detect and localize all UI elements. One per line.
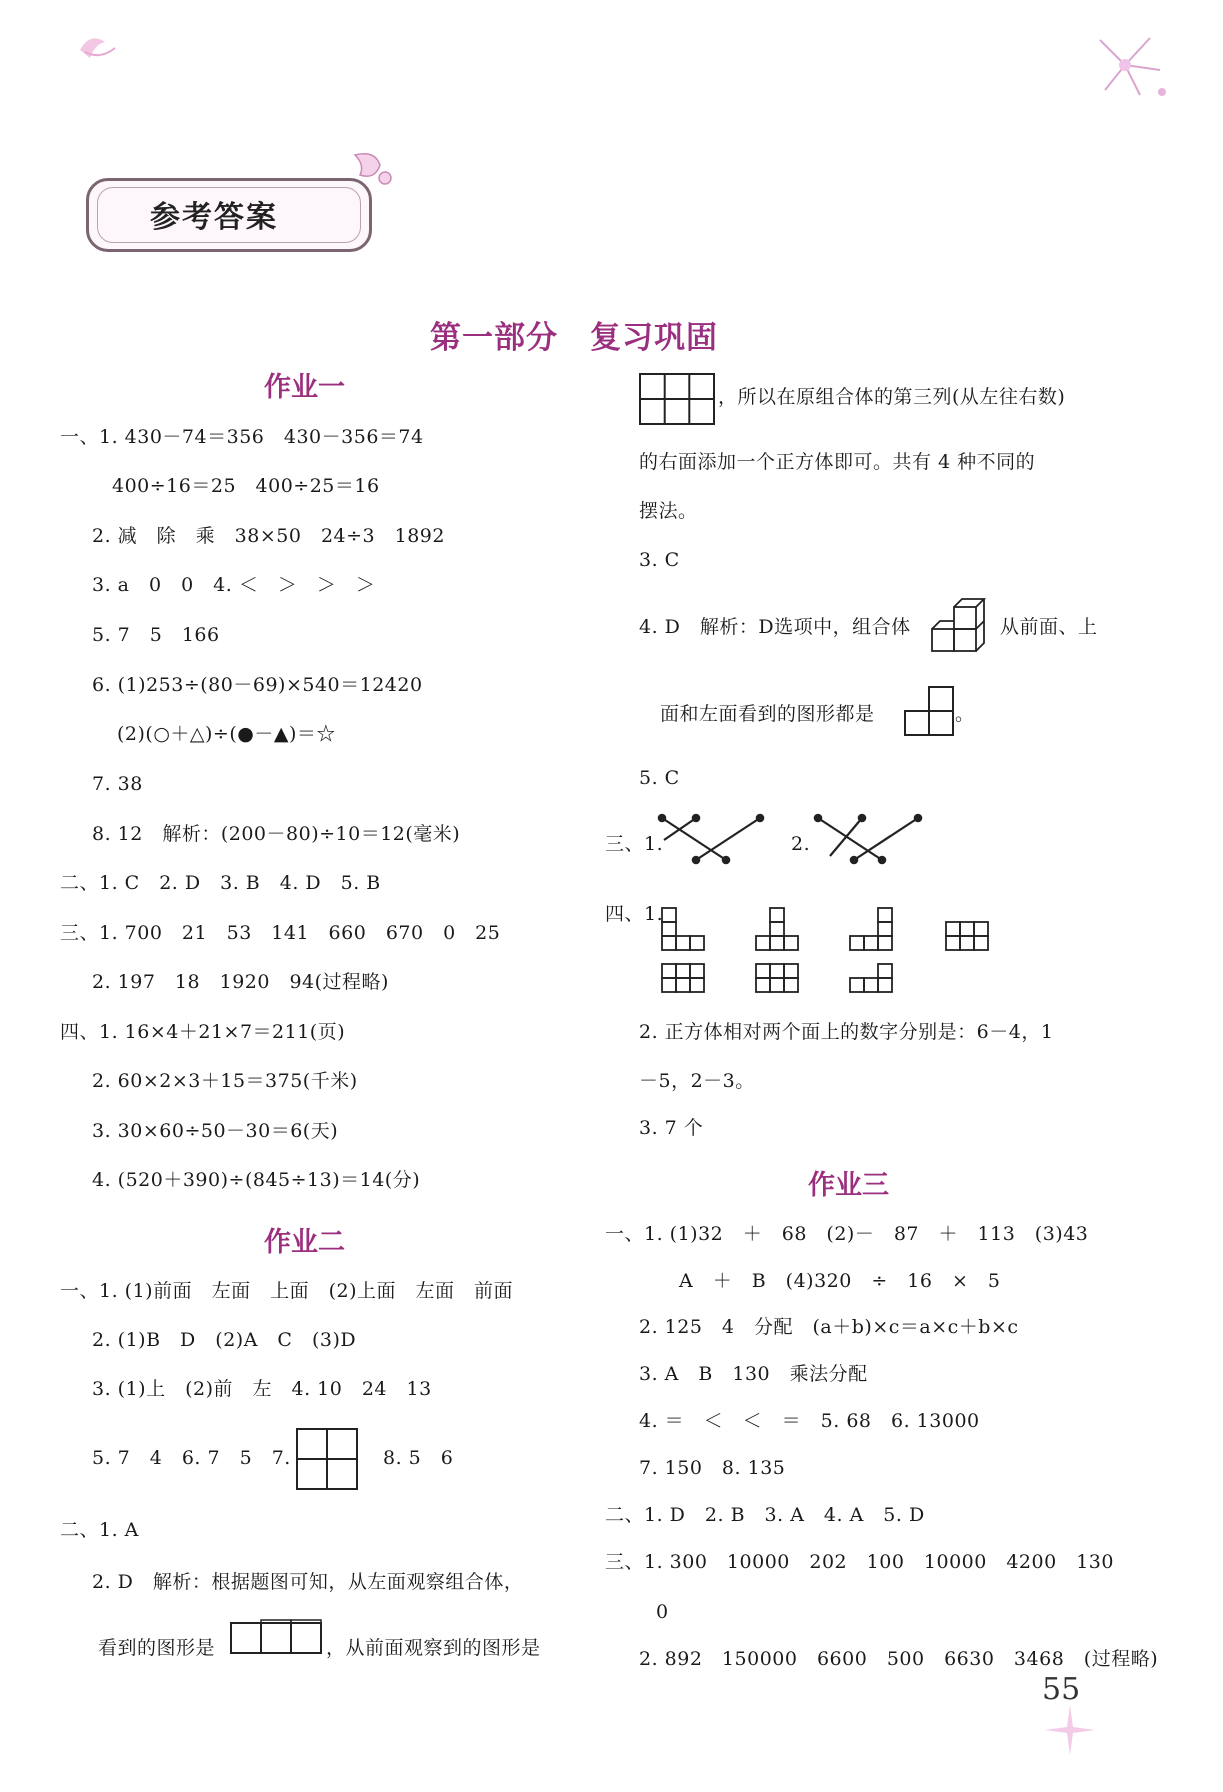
hw2-line: 看到的图形是 (98, 1637, 216, 1659)
right-line: 面和左面看到的图形都是 (660, 703, 875, 725)
hw1-line: 四、1. 16×4＋21×7＝211(页) (60, 1021, 346, 1043)
part-heading: 第一部分 复习巩固 (430, 320, 718, 356)
sparkle-decoration-bottom (1040, 1700, 1100, 1760)
hw3-line: 一、1. (1)32 ＋ 68 (2)－ 87 ＋ 113 (3)43 (605, 1223, 1089, 1245)
hw3-line: 7. 150 8. 135 (639, 1457, 786, 1479)
page-number: 55 (1042, 1672, 1081, 1707)
right-line: 3. C (639, 549, 680, 571)
right-line: 3. 7 个 (639, 1117, 704, 1139)
hw1-line: 3. 30×60÷50－30＝6(天) (92, 1120, 339, 1142)
hw2-line: 5. 7 4 6. 7 5 7. (92, 1447, 291, 1469)
hw3-line: 2. 892 150000 6600 500 6630 3468 (过程略) (639, 1648, 1159, 1670)
hw1-line: 400÷16＝25 400÷25＝16 (112, 475, 380, 497)
hw2-line: 二、1. A (60, 1519, 139, 1541)
right-line: －5，2－3。 (639, 1070, 755, 1092)
hw2-heading: 作业二 (264, 1227, 345, 1258)
hw1-line: 2. 60×2×3＋15＝375(千米) (92, 1070, 358, 1092)
hw3-line: 4. ＝ ＜ ＜ ＝ 5. 68 6. 13000 (639, 1410, 980, 1432)
hw2-line: ，从前面观察到的图形是 (326, 1637, 541, 1659)
right-line: 四、1. (605, 903, 664, 925)
hw1-line: 8. 12 解析：(200－80)÷10＝12(毫米) (92, 823, 461, 845)
three-square-row-figure (230, 1620, 322, 1654)
hw3-line: 0 (656, 1601, 669, 1623)
hw1-line: 2. 197 18 1920 94(过程略) (92, 971, 389, 993)
hw1-line: 一、1. 430－74＝356 430－356＝74 (60, 426, 424, 448)
right-line: 的右面添加一个正方体即可。共有 4 种不同的 (639, 451, 1036, 473)
right-line: 摆法。 (639, 500, 698, 522)
hw1-line: 5. 7 5 166 (92, 624, 220, 646)
l-shape-view-figure (904, 686, 954, 736)
right-line: 4. D 解析：D选项中，组合体 (639, 616, 911, 638)
hw1-line: (2)(○＋△)÷(●－▲)＝☆ (117, 723, 336, 745)
hw3-line: 二、1. D 2. B 3. A 4. A 5. D (605, 1504, 925, 1526)
two-by-three-grid-figure (639, 373, 715, 425)
hw3-line: A ＋ B (4)320 ÷ 16 × 5 (679, 1270, 1001, 1292)
right-line: 从前面、上 (1000, 616, 1098, 638)
right-line: 2. (791, 833, 811, 855)
flower-decoration-top-left (70, 30, 130, 70)
right-line: 三、1. (605, 833, 664, 855)
right-line: ，所以在原组合体的第三列(从左往右数) (718, 386, 1066, 408)
hw1-line: 6. (1)253÷(80－69)×540＝12420 (92, 674, 423, 696)
hw2-line: 2. D 解析：根据题图可知，从左面观察组合体， (92, 1571, 524, 1593)
right-line: 。 (955, 703, 975, 725)
hw1-line: 7. 38 (92, 773, 143, 795)
hw2-line: 一、1. (1)前面 左面 上面 (2)上面 左面 前面 (60, 1280, 513, 1302)
hw1-line: 3. a 0 0 4. ＜ ＞ ＞ ＞ (92, 574, 376, 596)
hw3-line: 三、1. 300 10000 202 100 10000 4200 130 (605, 1551, 1114, 1573)
answer-grid-2x2-figure (296, 1428, 358, 1490)
hw1-line: 三、1. 700 21 53 141 660 670 0 25 (60, 922, 501, 944)
hw2-line: 2. (1)B D (2)A C (3)D (92, 1329, 357, 1351)
hw3-line: 2. 125 4 分配 (a＋b)×c＝a×c＋b×c (639, 1316, 1019, 1338)
hw1-line: 4. (520＋390)÷(845÷13)＝14(分) (92, 1169, 421, 1191)
matching-lines-figure-1 (658, 810, 768, 866)
hw2-line: 3. (1)上 (2)前 左 4. 10 24 13 (92, 1378, 432, 1400)
page-title: 参考答案 (150, 200, 278, 235)
right-line: 5. C (639, 767, 680, 789)
hw1-line: 2. 减 除 乘 38×50 24÷3 1892 (92, 525, 445, 547)
cube-combination-figure (930, 593, 998, 655)
right-line: 2. 正方体相对两个面上的数字分别是：6－4，1 (639, 1021, 1054, 1043)
matching-lines-figure-2 (814, 810, 924, 866)
hw1-heading: 作业一 (264, 372, 345, 403)
hw1-line: 二、1. C 2. D 3. B 4. D 5. B (60, 872, 381, 894)
hw2-line: 8. 5 6 (383, 1447, 454, 1469)
hw3-line: 3. A B 130 乘法分配 (639, 1363, 868, 1385)
block-view-figures (660, 900, 1000, 996)
flower-decoration-top-right (1080, 30, 1170, 100)
hw3-heading: 作业三 (808, 1170, 889, 1201)
